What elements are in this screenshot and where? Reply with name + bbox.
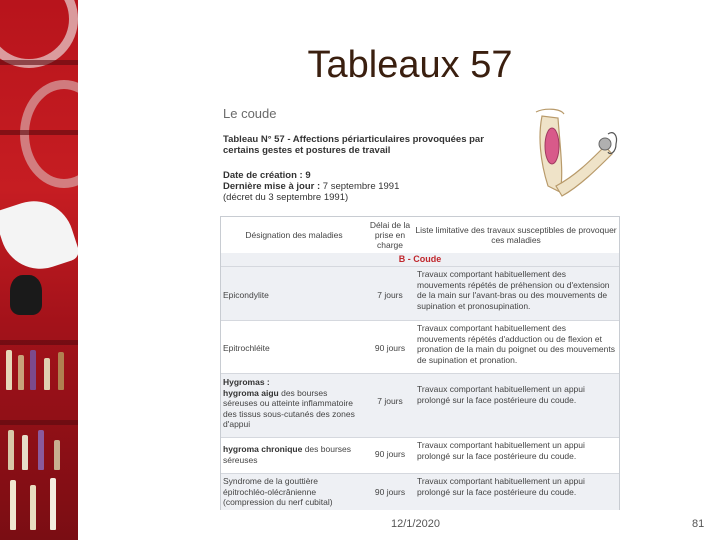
meta-creation: Date de création : 9 (223, 170, 311, 181)
table-row (221, 437, 619, 474)
decorative-photo (0, 0, 78, 540)
table-caption (223, 134, 523, 156)
hygroma-text: des bourses séreuses ou atteinte inflammatoire des tissus sous-cutanés des zones d'appui (223, 387, 355, 429)
document-image (220, 104, 620, 509)
delay-cell: 90 jours (374, 487, 406, 497)
table-row (221, 320, 619, 374)
meta-decree: (décret du 3 septembre 1991) (223, 192, 349, 203)
header-designation: Désignation des maladies (245, 230, 343, 240)
slide-title: Tableaux 57 (307, 44, 513, 86)
document-meta (223, 170, 443, 203)
works-cell: Travaux comportant habituellement des mouvements répétés de préhension ou d'extension de la main sur l'avant-bras ou des mouvements de supination et pronosupination. (417, 269, 610, 311)
elbow-illustration (530, 106, 620, 198)
meta-update-value: 7 septembre 1991 (320, 181, 400, 192)
hygroma-sub: hygroma aigu (223, 387, 279, 398)
disease-cell (223, 377, 361, 430)
works-cell: Travaux comportant habituellement un appui prolongé sur la face postérieure du coude. (417, 440, 585, 461)
header-delay: Délai de la prise en charge (369, 220, 411, 250)
delay-cell: 7 jours (377, 396, 403, 406)
table-row (221, 373, 619, 438)
table-row (221, 266, 619, 321)
disease-cell: Syndrome de la gouttière épitrochléo-olécrânienne (compression du nerf cubital) (223, 476, 333, 507)
disease-cell: Epicondylite (223, 290, 269, 300)
disease-cell (223, 444, 361, 465)
delay-cell: 90 jours (374, 449, 406, 459)
table-row (221, 473, 619, 510)
disease-cell: Epitrochléite (223, 343, 270, 353)
hygroma-title: Hygromas : (223, 377, 270, 387)
section-coude: B - Coude (221, 253, 619, 266)
works-cell: Travaux comportant habituellement un appui prolongé sur la face postérieure du coude. (417, 476, 585, 497)
works-cell: Travaux comportant habituellement des mouvements répétés d'adduction ou de flexion et pronation de la main du poignet ou des mouvements de supination et pronation. (417, 323, 615, 365)
hygroma-chronique: hygroma chronique (223, 444, 303, 454)
disease-table (220, 216, 620, 510)
slide-date: 12/1/2020 (391, 518, 440, 530)
meta-update-label: Dernière mise à jour : (223, 181, 321, 192)
delay-cell: 90 jours (374, 343, 406, 353)
delay-cell: 7 jours (377, 290, 403, 300)
caption-line-1: Tableau N° 57 - Affections périarticulaires provoquées par (223, 134, 484, 145)
page-number: 81 (692, 518, 705, 530)
caption-line-2: certains gestes et postures de travail (223, 145, 391, 156)
works-cell: Travaux comportant habituellement un appui prolongé sur la face postérieure du coude. (417, 384, 585, 405)
document-heading: Le coude (223, 106, 277, 121)
header-works: Liste limitative des travaux susceptibles de provoquer ces maladies (415, 225, 617, 245)
hygroma-chronique-text: des bourses séreuses (223, 444, 352, 465)
